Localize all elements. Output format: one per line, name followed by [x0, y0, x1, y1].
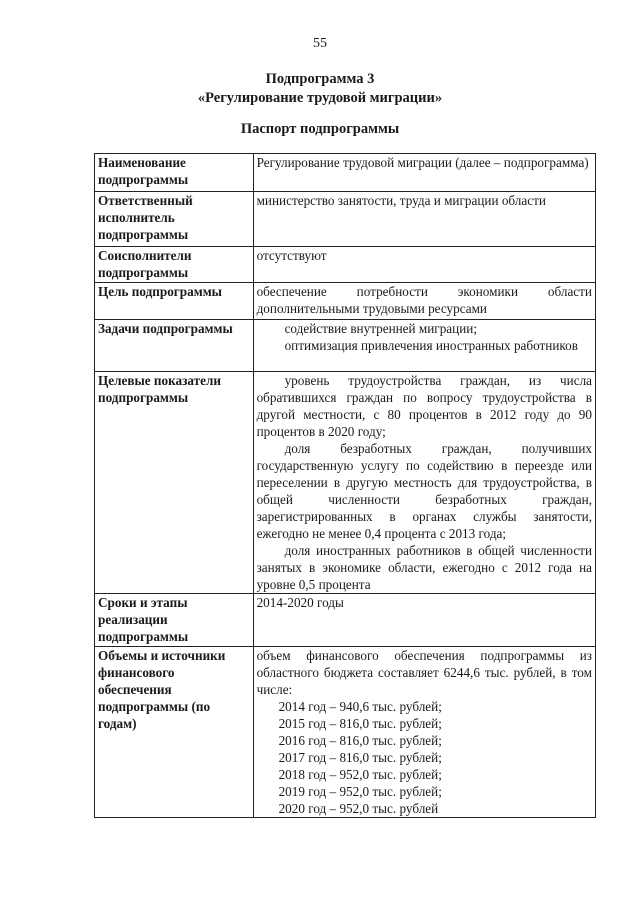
table-row-coexecutors	[95, 247, 596, 283]
funding-year-line: 2020 год – 952,0 тыс. рублей	[278, 801, 439, 816]
funding-intro: объем финансового обеспечения подпрограммы из областного бюджета составляет 6244,6 тыс. рублей, в том числе:	[256, 648, 592, 697]
table-row-goal	[95, 283, 596, 320]
label-coexecutors: Соисполнители подпрограммы	[95, 247, 254, 283]
value-executor: министерство занятости, труда и миграции области	[253, 192, 595, 247]
value-goal: обеспечение потребности экономики области дополнительными трудовыми ресурсами	[253, 283, 595, 320]
passport-heading: Паспорт подпрограммы	[240, 121, 400, 137]
subprogram-title	[0, 70, 640, 108]
table-row-indicators	[95, 372, 596, 594]
value-coexecutors: отсутствуют	[253, 247, 595, 283]
passport-table	[94, 153, 596, 818]
subprogram-title-line2: «Регулирование трудовой миграции»	[197, 90, 443, 106]
indicator-item: доля безработных граждан, получивших государственную услугу по содействию в переезде или переселении в другую местность для трудоустройства, в общей численности безработных граждан, зарегистрированных в органах службы занятости, ежегодно не менее 0,4 процента с 2013 года;	[256, 441, 592, 541]
table-row-terms	[95, 594, 596, 647]
value-terms: 2014-2020 годы	[253, 594, 595, 647]
label-goal: Цель подпрограммы	[95, 283, 254, 320]
label-indicators: Целевые показатели подпрограммы	[95, 372, 254, 594]
funding-year-line: 2014 год – 940,6 тыс. рублей;	[278, 699, 442, 714]
funding-year-line: 2016 год – 816,0 тыс. рублей;	[278, 733, 442, 748]
task-item: оптимизация привлечения иностранных работников	[284, 338, 578, 353]
task-item: содействие внутренней миграции;	[284, 321, 477, 336]
label-executor: Ответственный исполнитель подпрограммы	[95, 192, 254, 247]
value-funding	[253, 647, 595, 818]
label-funding: Объемы и источники финансового обеспечения подпрограммы (по годам)	[95, 647, 254, 818]
value-name: Регулирование трудовой миграции (далее – подпрограмма)	[253, 154, 595, 192]
label-tasks: Задачи подпрограммы	[95, 320, 254, 372]
indicator-item: уровень трудоустройства граждан, из числа обратившихся граждан по вопросу трудоустройства в другой местности, с 80 процентов в 2012 году до 90 процентов в 2020 году;	[256, 373, 592, 439]
value-tasks	[253, 320, 595, 372]
table-row-funding	[95, 647, 596, 818]
table-row-name	[95, 154, 596, 192]
table-row-tasks	[95, 320, 596, 372]
funding-year-line: 2017 год – 816,0 тыс. рублей;	[278, 750, 442, 765]
funding-year-line: 2015 год – 816,0 тыс. рублей;	[278, 716, 442, 731]
funding-year-line: 2018 год – 952,0 тыс. рублей;	[278, 767, 442, 782]
label-name: Наименование подпрограммы	[95, 154, 254, 192]
table-row-executor	[95, 192, 596, 247]
indicator-item: доля иностранных работников в общей численности занятых в экономике области, ежегодно с 2012 года на уровне 0,5 процента	[256, 543, 592, 592]
page-number: 55	[313, 36, 327, 51]
funding-year-line: 2019 год – 952,0 тыс. рублей;	[278, 784, 442, 799]
value-indicators	[253, 372, 595, 594]
label-terms: Сроки и этапы реализации подпрограммы	[95, 594, 254, 647]
subprogram-title-line1: Подпрограмма 3	[265, 71, 375, 87]
